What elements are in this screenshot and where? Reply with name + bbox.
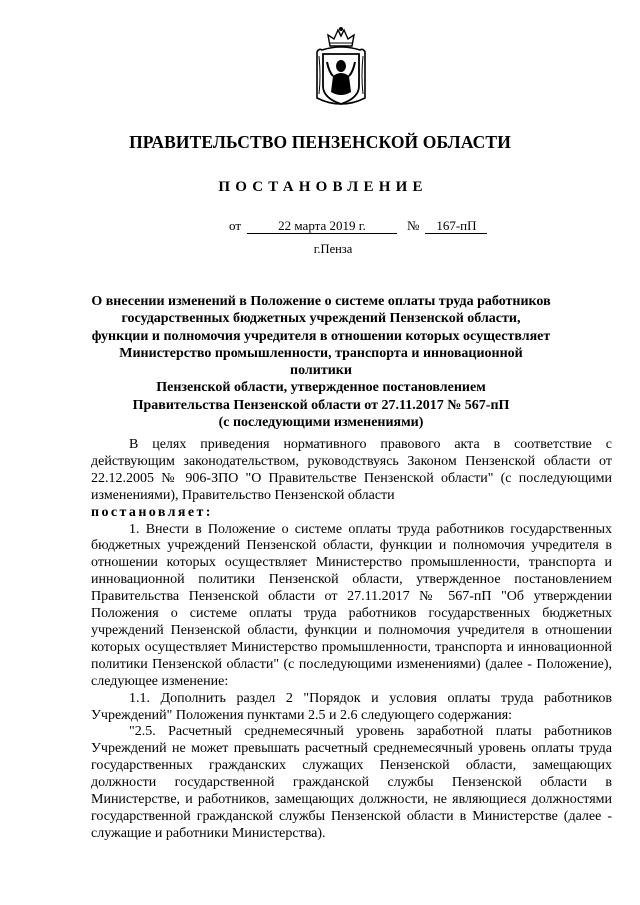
decree-body [91, 437, 612, 843]
title-line: Правительства Пензенской области от 27.11.2017 № 567-пП [132, 397, 510, 413]
city: г.Пенза [313, 242, 353, 256]
decree-number: 167-пП [425, 219, 487, 234]
paragraph-item-2-5: "2.5. Расчетный среднемесячный уровень заработной платы работников Учреждений не может превышать расчетный среднемесячный уровень оплаты труда государственных гражданских служащих Пензенской области, замещающих должности государственной гражданской службы Пензенской области в Министерстве, и работников, замещающих должности, не являющиеся должностями государственной гражданской службы Пензенской области в Министерстве (далее - служащие и работники Министерства). [91, 724, 612, 841]
title-line: (с последующими изменениями) [218, 415, 424, 431]
number-label: № [407, 218, 420, 233]
preamble [91, 437, 612, 505]
decree-date: 22 марта 2019 г. [247, 219, 397, 234]
coat-of-arms-icon [313, 26, 369, 108]
document-type: ПОСТАНОВЛЕНИЕ [218, 179, 428, 195]
preamble-text: В целях приведения нормативного правового акта в соответствие с действующим законодательством, руководствуясь Законом Пензенской области от 22.12.2005 № 906-ЗПО "О Правительстве Пензенской области" (с последующими изменениями), Правительство Пензенской области [91, 437, 612, 503]
resolves-label: постановляет: [91, 504, 213, 520]
title-line: О внесении изменений в Положение о системе оплаты труда работников [91, 294, 551, 309]
date-from-label: от [229, 218, 242, 233]
government-name: ПРАВИТЕЛЬСТВО ПЕНЗЕНСКОЙ ОБЛАСТИ [129, 132, 511, 152]
title-line: функции и полномочия учредителя в отношении которых осуществляет [91, 328, 551, 344]
resolution-line [91, 505, 612, 522]
title-line: Министерство промышленности, транспорта и инновационной политики [119, 345, 523, 379]
paragraph-item-1-1: 1.1. Дополнить раздел 2 "Порядок и условия оплаты труда работников Учреждений" Положения пунктами 2.5 и 2.6 следующего содержания: [91, 690, 612, 723]
title-line: государственных бюджетных учреждений Пензенской области, [121, 311, 521, 327]
dateline [229, 218, 487, 234]
title-line: Пензенской области, утвержденное постановлением [156, 380, 486, 396]
decree-title [90, 293, 552, 431]
paragraph-item-1: 1. Внести в Положение о системе оплаты труда работников государственных бюджетных учреждений Пензенской области, функции и полномочия учредителя в отношении которых осуществляет Министерство промышленности, транспорта и инновационной политики Пензенской области, утвержденное постановлением Правительства Пензенской области от 27.11.2017 № 567-пП "Об утверждении Положения о системе оплаты труда работников государственных бюджетных учреждений Пензенской области, функции и полномочия учредителя в отношении которых осуществляет Министерство промышленности, транспорта и инновационной политики Пензенской области" (с последующими изменениями) (далее - Положение), следующее изменение: [91, 521, 612, 689]
